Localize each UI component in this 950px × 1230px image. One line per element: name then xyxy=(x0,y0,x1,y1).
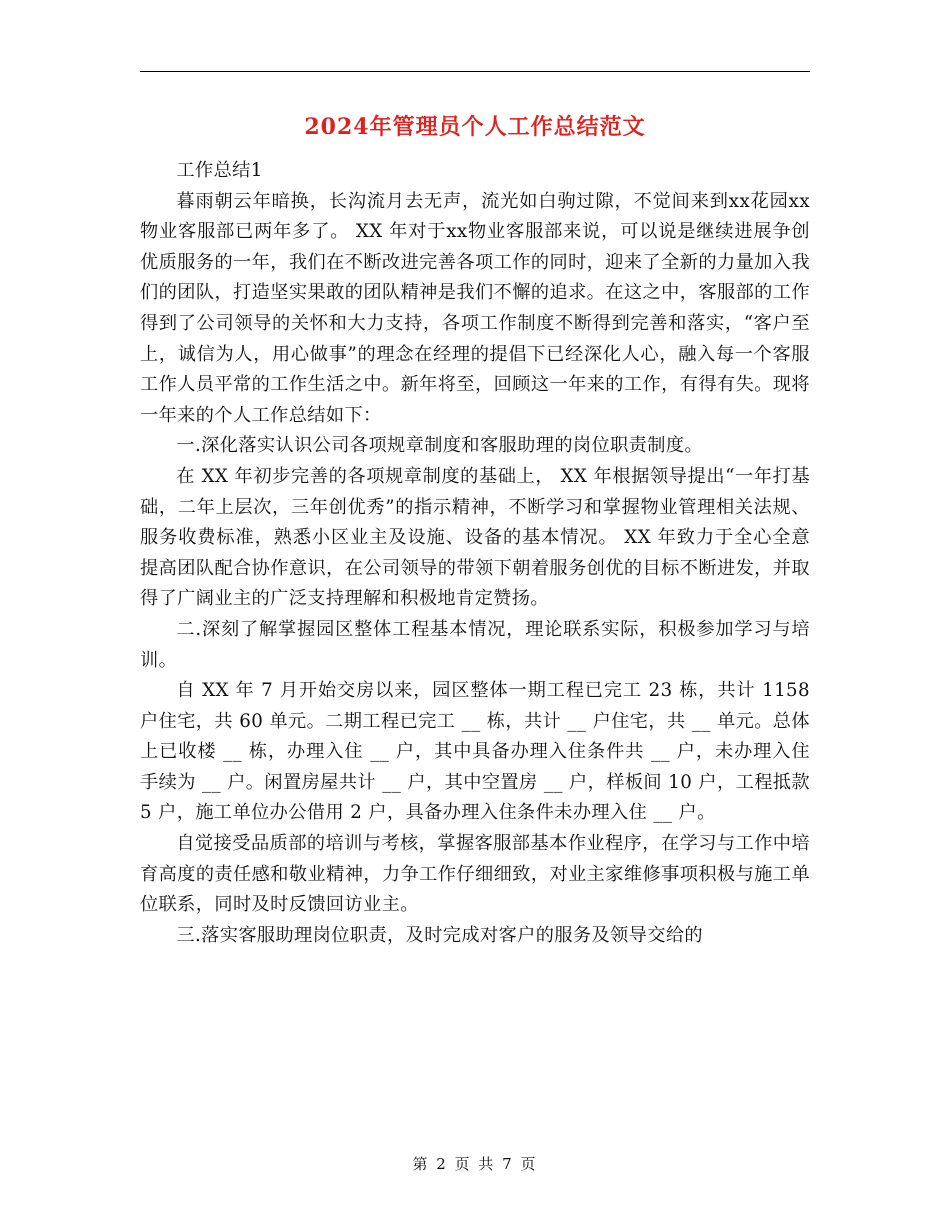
section-heading: 三.落实客服助理岗位职责，及时完成对客户的服务及领导交给的 xyxy=(176,924,704,946)
paragraph: 暮雨朝云年暗换，长沟流月去无声，流光如白驹过隙，不觉间来到xx花园xx物业客服部已两年多了。 XX 年对于xx物业客服部来说，可以说是继续进展争创优质服务的一年，我们在不断改进完善各项工作的同时，迎来了全新的力量加入我们的团队，打造坚实果敢的团队精神是我们不懈的追求。在这之中，客服部的工作得到了公司领导的关怀和大力支持，各项工作制度不断得到完善和落实，“客户至上，诚信为人，用心做事”的理念在经理的提倡下已经深化人心，融入每一个客服工作人员平常的工作生活之中。新年将至，回顾这一年来的工作，有得有失。现将一年来的个人工作总结如下： xyxy=(140,190,810,426)
section-heading: 工作总结1 xyxy=(176,160,263,181)
document-body xyxy=(140,156,810,951)
page-footer: 第 2 页 共 7 页 xyxy=(412,1155,538,1173)
header-rule xyxy=(140,71,810,72)
paragraph: 自觉接受品质部的培训与考核，掌握客服部基本作业程序，在学习与工作中培育高度的责任感和敬业精神，力争工作仔细细致，对业主家维修事项积极与施工单位联系，同时及时反馈回访业主。 xyxy=(140,833,810,916)
paragraph: 在 XX 年初步完善的各项规章制度的基础上， XX 年根据领导提出“一年打基础，二年上层次，三年创优秀”的指示精神，不断学习和掌握物业管理相关法规、服务收费标准，熟悉小区业主及设施、设备的基本情况。 XX 年致力于全心全意提高团队配合协作意识，在公司领导的带领下朝着服务创优的目标不断进发，并取得了广阔业主的广泛支持理解和积极地肯定赞扬。 xyxy=(140,465,810,610)
section-heading: 一.深化落实认识公司各项规章制度和客服助理的岗位职责制度。 xyxy=(176,435,704,457)
paragraph: 自 XX 年 7 月开始交房以来，园区整体一期工程已完工 23 栋，共计 1158 户住宅，共 60 单元。二期工程已完工 __ 栋，共计 __ 户住宅，共 __ 单元。总体上已收楼 __ 栋，办理入住 __ 户，其中具备办理入住条件共 __ 户，未办理入住手续为 __ 户。闲置房屋共计 __ 户，其中空置房 __ 户，样板间 10 户，工程抵款 5 户，施工单位办公借用 2 户，具备办理入住条件未办理入住 __ 户。 xyxy=(140,680,810,824)
document-title: 2024年管理员个人工作总结范文 xyxy=(304,114,646,140)
section-heading: 二.深刻了解掌握园区整体工程基本情况，理论联系实际，积极参加学习与培训。 xyxy=(140,618,810,671)
